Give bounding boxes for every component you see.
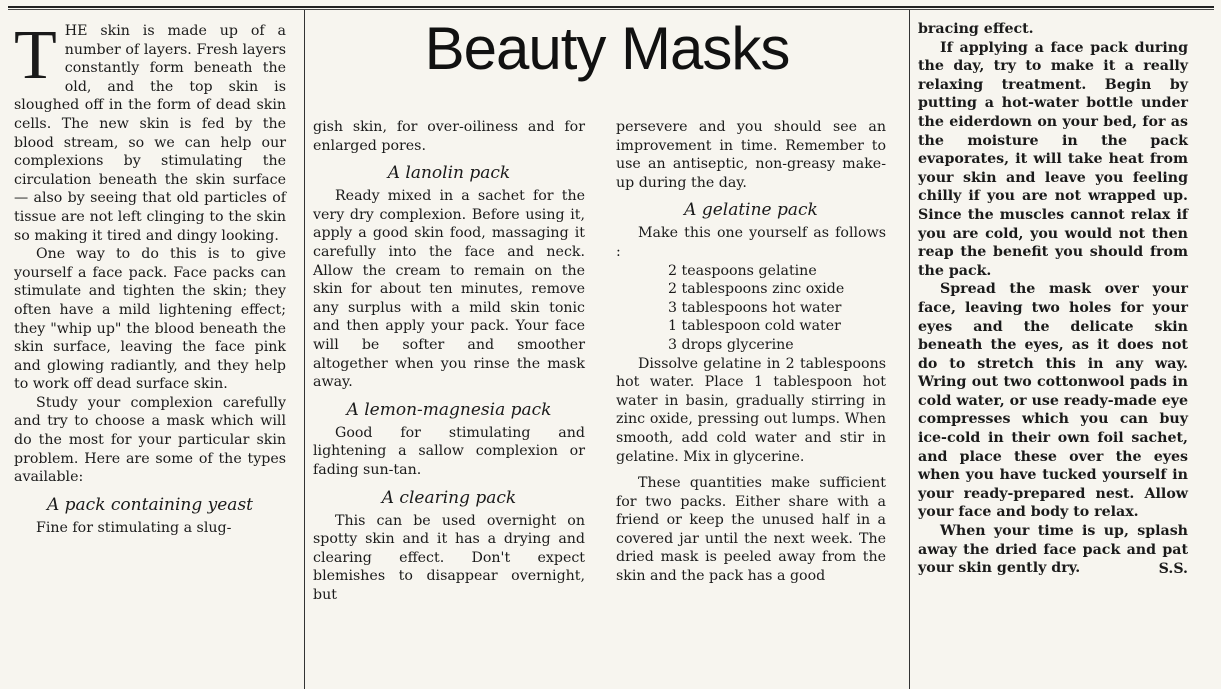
column-4 [918, 20, 1188, 578]
paragraph: bracing effect. [918, 21, 1034, 37]
paragraph: One way to do this is to give yourself a face pack. Face packs can stimulate and tighten the skin; they often have a mild lightening effect; they "whip up" the blood beneath the skin surface, leaving the face pink and glowing radiantly, and they help to work off dead surface skin. [14, 246, 286, 393]
paragraph: persevere and you should see an improvement in time. Remember to use an antiseptic, non-greasy make-up during the day. [616, 119, 886, 191]
recipe-item: 3 tablespoons hot water [668, 299, 842, 316]
recipe-item: 2 teaspoons gelatine [668, 262, 817, 279]
article-headline: Beauty Masks [424, 15, 790, 82]
paragraph: Spread the mask over your face, leaving two holes for your eyes and the delicate skin beneath the eyes, as it does not do to stretch this in any way. Wring out two cottonwool pads in cold water, or use ready-made eye compresses which you can buy ice-cold in their own foil sachet, and place these over the eyes when you have tucked yourself in your ready-prepared nest. Allow your face and body to relax. [918, 281, 1188, 521]
column-1 [14, 17, 286, 537]
subheading-lanolin-pack: A lanolin pack [387, 163, 511, 184]
intro-paragraph [14, 17, 286, 245]
paragraph: Fine for stimulating a slug- [36, 519, 232, 536]
subheading-gelatine-pack: A gelatine pack [684, 200, 818, 221]
top-rule-thin [8, 9, 1214, 10]
subheading-yeast-pack: A pack containing yeast [46, 494, 253, 515]
paragraph: When your time is up, splash away the dried face pack and pat your skin gently dry. [918, 523, 1188, 577]
intro-text: HE skin is made up of a number of layers. Fresh layers constantly form beneath the old, and the top skin is sloughed off in the form of dead skin cells. The new skin is fed by the blood stream, so we can help our complexions by stimulating the circulation beneath the skin surface — also by seeing that old particles of tissue are not left clinging to the skin so making it tired and dingy looking. [14, 23, 286, 244]
paragraph: If applying a face pack during the day, try to make it a really relaxing treatment. Begin by putting a hot-water bottle under the eiderdown on your bed, for as the moisture in the pack evaporates, it will take heat from your skin and leave you feeling chilly if you are not wrapped up. Since the muscles cannot relax if you are cold, you would not then reap the benefit you should from the pack. [918, 39, 1188, 279]
recipe-item: 2 tablespoons zinc oxide [668, 281, 845, 298]
paragraph: Good for stimulating and lightening a sallow complexion or fading sun-tan. [313, 424, 585, 478]
recipe-item: 3 drops glycerine [668, 336, 794, 353]
column-2 [313, 118, 585, 604]
column-3 [616, 118, 886, 586]
subheading-clearing-pack: A clearing pack [381, 487, 517, 508]
paragraph: gish skin, for over-oiliness and for enlarged pores. [313, 119, 585, 154]
subheading-lemon-magnesia-pack: A lemon-magnesia pack [346, 399, 552, 420]
paragraph: Ready mixed in a sachet for the very dry complexion. Before using it, apply a good skin food, massaging it carefully into the face and neck. Allow the cream to remain on the skin for about ten minutes, remove any surplus with a mild skin tonic and then apply your pack. Your face will be softer and smoother altogether when you rinse the mask away. [313, 188, 585, 391]
paragraph: Make this one yourself as follows : [616, 225, 886, 260]
column-divider-1 [304, 10, 305, 689]
recipe-item: 1 tablespoon cold water [668, 318, 841, 335]
author-signature: S.S. [1158, 560, 1188, 577]
paragraph: Study your complexion carefully and try to choose a mask which will do the most for your particular skin problem. Here are some of the types available: [14, 394, 286, 486]
recipe-list [616, 262, 886, 355]
paragraph: These quantities make sufficient for two packs. Either share with a friend or keep the unused half in a covered jar until the next week. The dried mask is peeled away from the skin and the pack has a good [616, 475, 886, 585]
top-rule [8, 6, 1214, 8]
paragraph: This can be used overnight on spotty skin and it has a drying and clearing effect. Don't expect blemishes to disappear overnight, but [313, 512, 585, 603]
column-divider-2 [909, 10, 910, 689]
paragraph: Dissolve gelatine in 2 tablespoons hot water. Place 1 tablespoon hot water in basin, gradually stirring in zinc oxide, pressing out lumps. When smooth, add cold water and stir in gelatine. Mix in glycerine. [616, 355, 886, 465]
drop-cap: T [14, 17, 57, 94]
